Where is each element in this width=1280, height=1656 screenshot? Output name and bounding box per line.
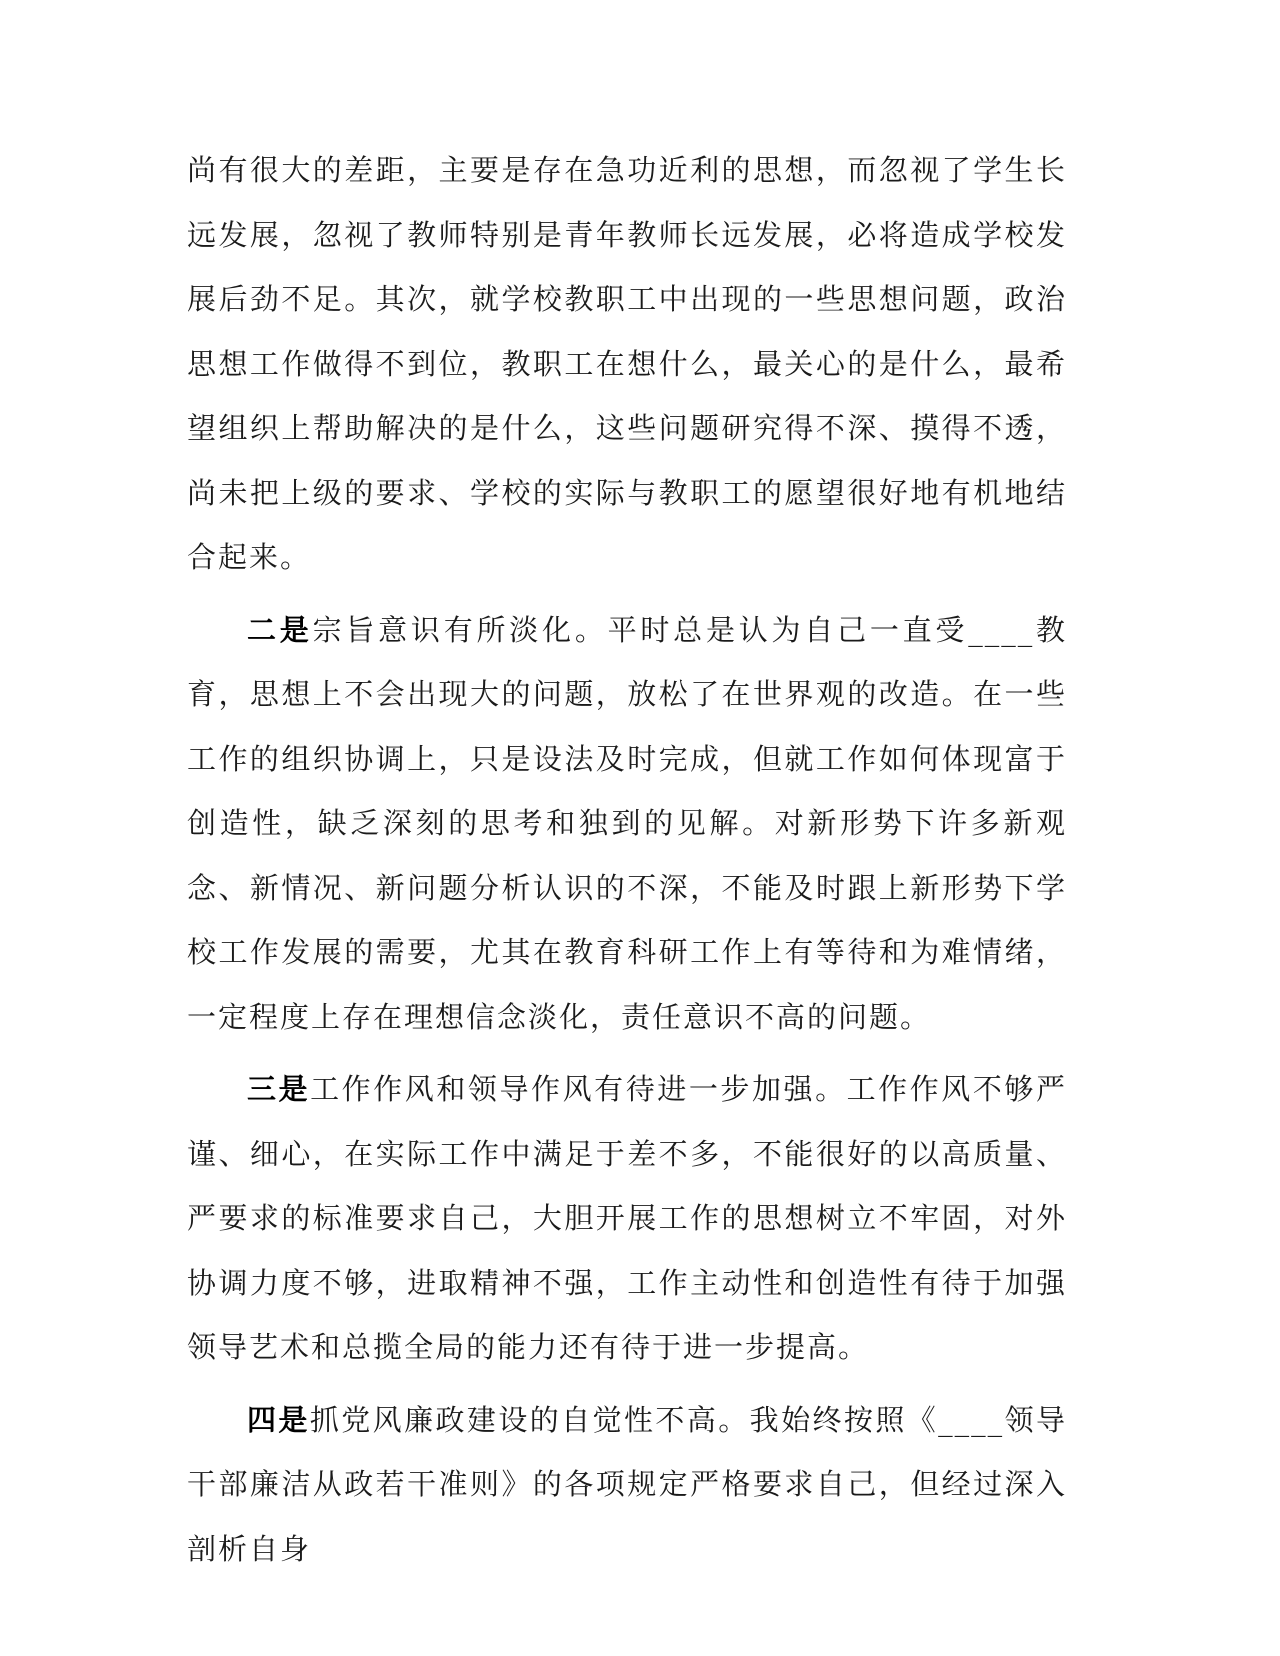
paragraph-3-text: 工作作风和领导作风有待进一步加强。工作作风不够严谨、细心，在实际工作中满足于差不多，不能很好的以高质量、严要求的标准要求自己，大胆开展工作的思想树立不牢固，对外协调力度不够，进取精神不强，工作主动性和创造性有待于加强领导艺术和总揽全局的能力还有待于进一步提高。 — [187, 1072, 1067, 1364]
paragraph-4-lead: 四是 — [247, 1402, 310, 1437]
paragraph-3 — [187, 1057, 1067, 1380]
paragraph-2-text: 宗旨意识有所淡化。平时总是认为自己一直受____教育，思想上不会出现大的问题，放松了在世界观的改造。在一些工作的组织协调上，只是设法及时完成，但就工作如何体现富于创造性，缺乏深刻的思考和独到的见解。对新形势下许多新观念、新情况、新问题分析认识的不深，不能及时跟上新形势下学校工作发展的需要，尤其在教育科研工作上有等待和为难情绪，一定程度上存在理想信念淡化，责任意识不高的问题。 — [187, 612, 1067, 1034]
document-body — [187, 138, 1067, 1589]
paragraph-3-lead: 三是 — [247, 1072, 311, 1106]
paragraph-1-text: 尚有很大的差距，主要是存在急功近利的思想，而忽视了学生长远发展，忽视了教师特别是青年教师长远发展，必将造成学校发展后劲不足。其次，就学校教职工中出现的一些思想问题，政治思想工作做得不到位，教职工在想什么，最关心的是什么，最希望组织上帮助解决的是什么，这些问题研究得不深、摸得不透，尚未把上级的要求、学校的实际与教职工的愿望很好地有机地结合起来。 — [187, 153, 1067, 574]
paragraph-1 — [187, 138, 1067, 590]
paragraph-4 — [187, 1388, 1067, 1582]
paragraph-4-text: 抓党风廉政建设的自觉性不高。我始终按照《____领导干部廉洁从政若干准则》的各项规定严格要求自己，但经过深入剖析自身 — [187, 1402, 1067, 1566]
paragraph-2 — [187, 598, 1067, 1050]
paragraph-2-lead: 二是 — [247, 612, 313, 647]
